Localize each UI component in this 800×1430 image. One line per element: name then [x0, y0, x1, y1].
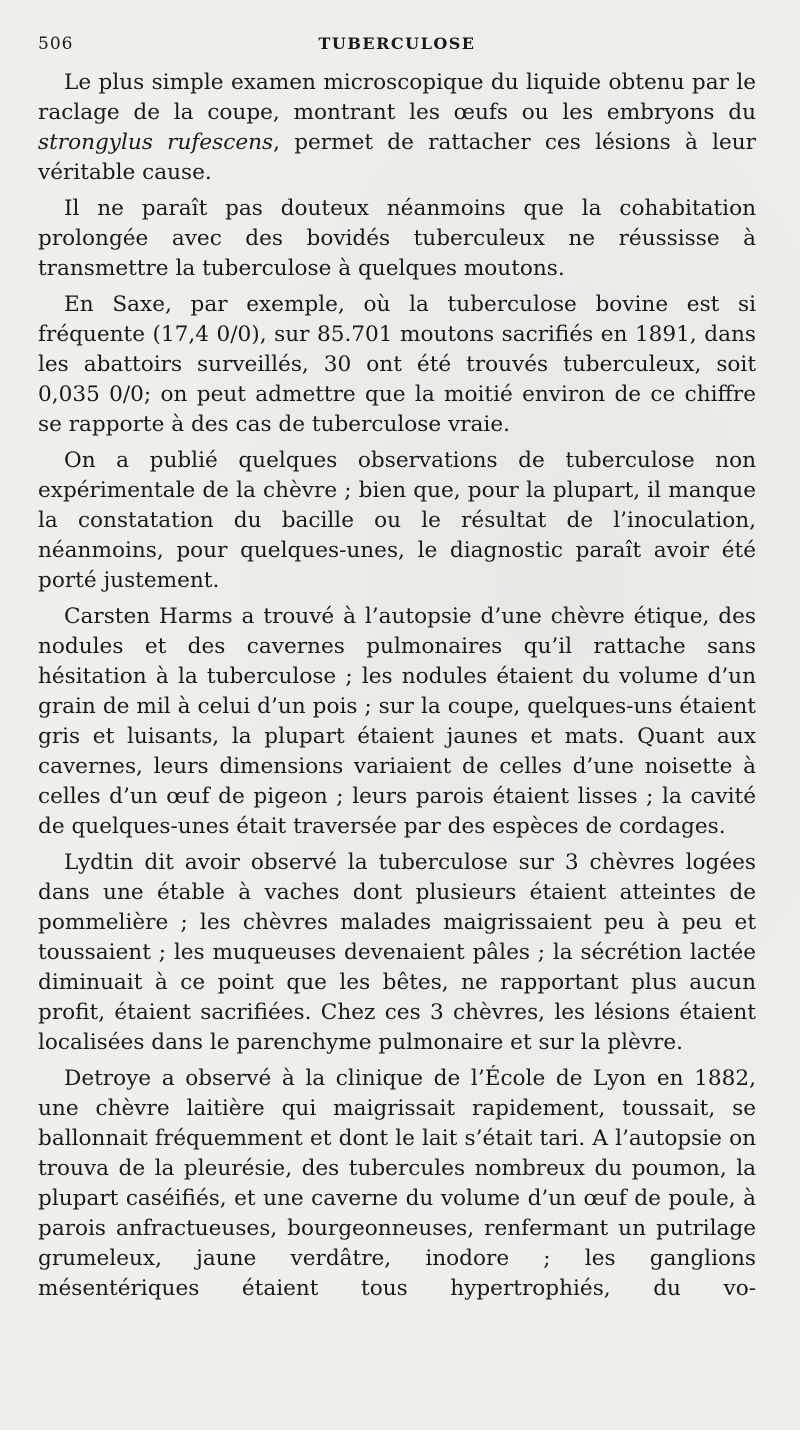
paragraph-cohabitation: Il ne paraît pas douteux néanmoins que la cohabitation prolongée avec des bovidés tuberculeux ne réussisse à transmettre la tuberculose à quelques moutons.: [38, 196, 756, 281]
paragraph-carsten-harms: Carsten Harms a trouvé à l’autopsie d’une chèvre étique, des nodules et des cavernes pulmonaires qu’il rattache sans hésitation à la tuberculose ; les nodules étaient du volume d’un grain de mil à celui d’un pois ; sur la coupe, quelques-uns étaient gris et luisants, la plupart étaient jaunes et mats. Quant aux cavernes, leurs dimensions variaient de celles d’une noisette à celles d’un œuf de pigeon ; leurs parois étaient lisses ; la cavité de quelques-unes était traversée par des espèces de cordages.: [38, 604, 756, 839]
page-number: 506: [38, 34, 74, 54]
paragraph-chevre: On a publié quelques observations de tuberculose non expérimentale de la chèvre ; bien que, pour la plupart, il manque la constatation du bacille ou le résultat de l’inoculation, néanmoins, pour quelques-unes, le diagnostic paraît avoir été porté justement.: [38, 448, 756, 593]
running-head: [38, 30, 756, 56]
running-title: TUBERCULOSE: [318, 34, 476, 53]
species-name: strongylus rufescens: [38, 130, 274, 155]
paragraph-detroye: Detroye a observé à la clinique de l’École de Lyon en 1882, une chèvre laitière qui maigrissait rapidement, toussait, se ballonnait fréquemment et dont le lait s’était tari. A l’autopsie on trouva de la pleurésie, des tubercules nombreux du poumon, la plupart caséifiés, et une caverne du volume d’un œuf de poule, à parois anfractueuses, bourgeonneuses, renfermant un putrilage grumeleux, jaune verdâtre, inodore ; les ganglions mésentériques étaient tous hypertrophiés, du vo-: [38, 1066, 756, 1301]
paragraph-lydtin: Lydtin dit avoir observé la tuberculose sur 3 chèvres logées dans une étable à vaches dont plusieurs étaient atteintes de pommelière ; les chèvres malades maigrissaient peu à peu et toussaient ; les muqueuses devenaient pâles ; la sécrétion lactée diminuait à ce point que les bêtes, ne rapportant plus aucun profit, étaient sacrifiées. Chez ces 3 chèvres, les lésions étaient localisées dans le parenchyme pulmonaire et sur la plèvre.: [38, 850, 756, 1055]
paragraph-saxe: En Saxe, par exemple, où la tuberculose bovine est si fréquente (17,4 0/0), sur 85.701 moutons sacrifiés en 1891, dans les abattoirs surveillés, 30 ont été trouvés tuberculeux, soit 0,035 0/0; on peut admettre que la moitié environ de ce chiffre se rapporte à des cas de tuberculose vraie.: [38, 292, 756, 437]
body-text: [38, 68, 756, 1304]
paragraph-strongylus: Le plus simple examen microscopique du liquide obtenu par le raclage de la coupe, montrant les œufs ou les embryons du strongylus rufescens, permet de rattacher ces lésions à leur véritable cause.: [38, 70, 756, 185]
